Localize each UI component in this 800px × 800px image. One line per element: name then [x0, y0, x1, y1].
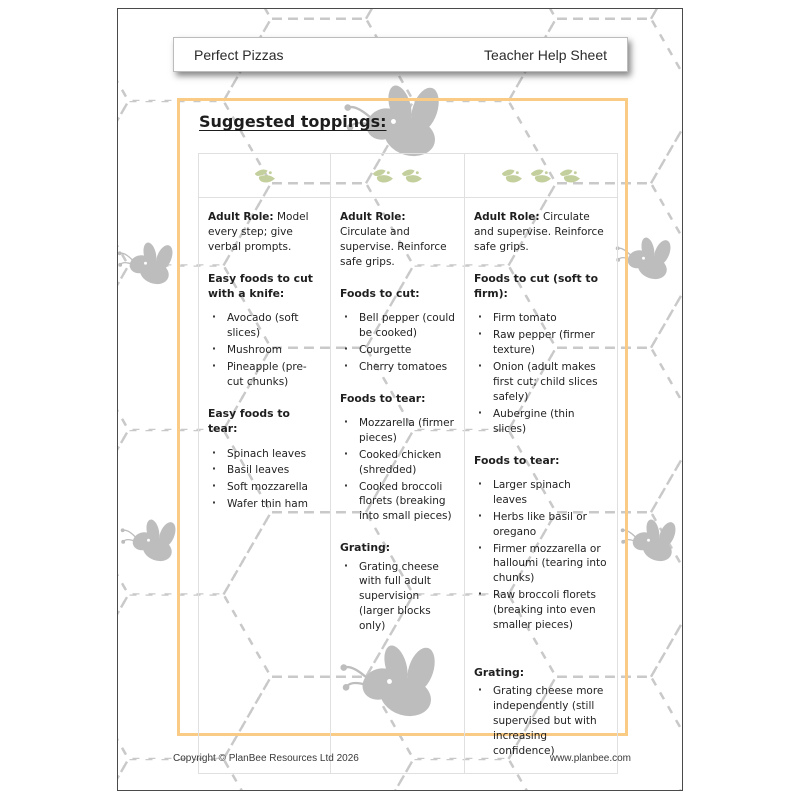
list-item: · Aubergine (thin slices): [474, 407, 608, 437]
leaf-icon: [500, 167, 524, 185]
list-item: · Onion (adult makes first cut; child slices safely): [474, 360, 608, 405]
list-item: · Grating cheese more independently (still supervised but with increasing confidence): [474, 684, 608, 759]
food-list: [208, 311, 321, 390]
leaf-icon: [253, 167, 277, 185]
list-item: · Soft mozzarella: [208, 480, 321, 495]
section-heading: Foods to cut (soft to firm):: [474, 271, 599, 301]
list-item: · Basil leaves: [208, 463, 321, 478]
adult-role-text: Model every step; give verbal prompts.: [208, 211, 309, 253]
page-title: Suggested toppings:: [199, 112, 387, 131]
list-item: · Bell pepper (could be cooked): [340, 311, 455, 341]
leaf-icon: [400, 167, 424, 185]
difficulty-column-1: [199, 154, 331, 773]
difficulty-column-3: [465, 154, 617, 773]
food-list: [474, 684, 608, 759]
list-item: · Mushroom: [208, 343, 321, 358]
food-list: [340, 311, 455, 375]
food-list: [340, 560, 455, 635]
list-item: · Pineapple (pre-cut chunks): [208, 360, 321, 390]
toppings-table: [198, 153, 618, 774]
difficulty-header-3: [465, 154, 617, 198]
adult-role-text: Circulate and supervise. Reinforce safe grips.: [340, 225, 447, 268]
list-item: · Herbs like basil or oregano: [474, 510, 608, 540]
section-heading: Easy foods to tear:: [208, 406, 290, 436]
list-item: · Courgette: [340, 343, 455, 358]
food-list: [340, 416, 455, 524]
adult-role-text: Circulate and supervise. Reinforce safe grips.: [474, 211, 604, 253]
list-item: · Raw pepper (firmer texture): [474, 328, 608, 358]
list-item: · Mozzarella (firmer pieces): [340, 416, 455, 446]
food-list: [474, 311, 608, 436]
website-link[interactable]: www.planbee.com: [549, 753, 631, 764]
list-item: · Cooked chicken (shredded): [340, 448, 455, 478]
section-heading: Easy foods to cut with a knife:: [208, 271, 313, 301]
section-heading: Foods to cut:: [340, 286, 420, 300]
adult-role-label: Adult Role:: [340, 211, 406, 223]
adult-role-label: Adult Role:: [474, 211, 540, 223]
food-list: [208, 447, 321, 513]
page-footer: [173, 753, 631, 764]
adult-role: [208, 210, 321, 255]
leaf-icon: [371, 167, 395, 185]
column-1-content: [199, 198, 330, 526]
list-item: · Grating cheese with full adult supervision (larger blocks only): [340, 560, 455, 635]
lesson-title: Perfect Pizzas: [194, 46, 284, 63]
list-item: · Firm tomato: [474, 311, 608, 326]
leaf-icon: [558, 167, 582, 185]
list-item: · Firmer mozzarella or halloumi (tearing into chunks): [474, 542, 608, 587]
worksheet-page: [117, 8, 683, 791]
difficulty-header-1: [199, 154, 330, 198]
list-item: · Spinach leaves: [208, 447, 321, 462]
section-heading: Grating:: [340, 541, 391, 555]
adult-role: [340, 210, 455, 270]
list-item: · Wafer thin ham: [208, 497, 321, 512]
difficulty-column-2: [331, 154, 465, 773]
section-heading: Foods to tear:: [340, 391, 426, 405]
sheet-type-label: Teacher Help Sheet: [484, 46, 607, 63]
list-item: · Cherry tomatoes: [340, 360, 455, 375]
list-item: · Raw broccoli florets (breaking into even smaller pieces): [474, 588, 608, 633]
list-item: · Avocado (soft slices): [208, 311, 321, 341]
list-item: · Larger spinach leaves: [474, 478, 608, 508]
column-3-content: [465, 198, 617, 773]
section-heading: Foods to tear:: [474, 453, 560, 467]
list-item: · Cooked broccoli florets (breaking into small pieces): [340, 480, 455, 525]
title-bar: [173, 37, 628, 72]
column-2-content: [331, 198, 464, 648]
difficulty-header-2: [331, 154, 464, 198]
copyright-text: Copyright © PlanBee Resources Ltd 2026: [173, 753, 359, 764]
adult-role-label: Adult Role:: [208, 211, 274, 223]
section-heading: Grating:: [474, 666, 525, 680]
adult-role: [474, 210, 608, 255]
leaf-icon: [529, 167, 553, 185]
food-list: [474, 478, 608, 633]
